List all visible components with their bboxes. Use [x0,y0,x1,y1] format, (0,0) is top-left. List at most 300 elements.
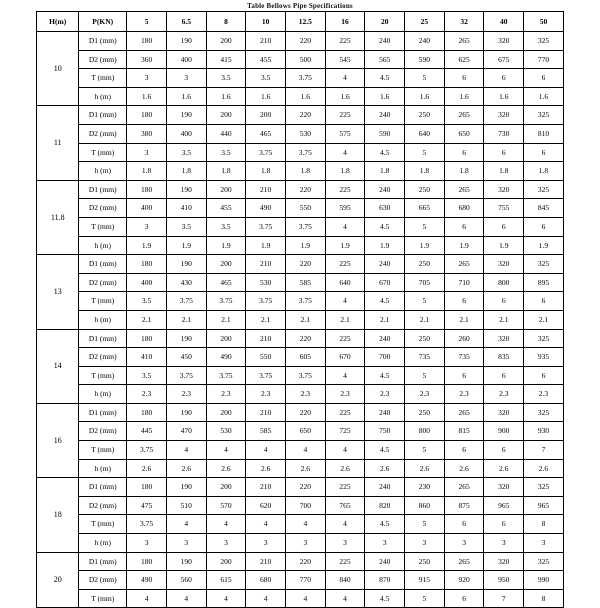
table-cell: 900 [484,422,524,441]
table-cell: 4 [206,441,246,460]
table-cell: 895 [524,273,564,292]
table-cell: 860 [405,496,445,515]
table-cell: 3.75 [246,143,286,162]
table-cell: 3 [524,534,564,553]
table-cell: 240 [365,255,405,274]
table-cell: 915 [405,571,445,590]
row-parameter-label: D1 (mm) [79,552,127,571]
table-cell: 735 [444,348,484,367]
table-cell: 2.3 [365,385,405,404]
table-header-row [37,12,564,32]
table-cell: 5 [405,217,445,236]
table-cell: 765 [325,496,365,515]
table-cell: 455 [246,50,286,69]
table-cell: 1.9 [444,236,484,255]
table-cell: 400 [166,124,206,143]
table-cell: 220 [285,32,325,51]
table-cell: 325 [524,552,564,571]
table-cell: 6 [484,515,524,534]
table-cell: 3 [166,69,206,88]
table-cell: 5 [405,589,445,608]
table-row [37,385,564,404]
table-cell: 250 [405,329,445,348]
table-cell: 3.75 [127,441,167,460]
table-cell: 400 [166,50,206,69]
table-cell: 4.5 [365,143,405,162]
column-header-pressure-40: 40 [484,12,524,32]
table-cell: 2.3 [206,385,246,404]
table-cell: 190 [166,329,206,348]
table-cell: 6 [444,366,484,385]
table-cell: 180 [127,180,167,199]
table-cell: 6 [524,292,564,311]
column-header-p: P(KN) [79,12,127,32]
table-cell: 730 [484,124,524,143]
table-cell: 4.5 [365,366,405,385]
table-cell: 490 [246,199,286,218]
table-cell: 3.75 [285,366,325,385]
table-cell: 240 [365,180,405,199]
table-cell: 1.9 [524,236,564,255]
table-cell: 8 [524,589,564,608]
column-header-pressure-6.5: 6.5 [166,12,206,32]
table-cell: 325 [524,255,564,274]
row-parameter-label: D2 (mm) [79,199,127,218]
table-cell: 3.75 [285,292,325,311]
table-cell: 560 [166,571,206,590]
table-row [37,69,564,88]
table-cell: 5 [405,69,445,88]
table-cell: 260 [444,329,484,348]
table-cell: 265 [444,403,484,422]
row-parameter-label: h (m) [79,162,127,181]
table-row [37,552,564,571]
table-cell: 7 [484,589,524,608]
table-cell: 4 [246,441,286,460]
row-parameter-label: h (m) [79,87,127,106]
table-cell: 455 [206,199,246,218]
row-group-height-label: 20 [37,552,79,608]
table-cell: 2.6 [127,459,167,478]
table-cell: 640 [325,273,365,292]
table-cell: 770 [524,50,564,69]
table-cell: 3.5 [166,143,206,162]
table-cell: 430 [166,273,206,292]
table-cell: 2.1 [444,310,484,329]
table-row [37,348,564,367]
table-cell: 1.9 [405,236,445,255]
table-cell: 1.8 [246,162,286,181]
table-cell: 4.5 [365,515,405,534]
table-cell: 6 [524,143,564,162]
table-cell: 6 [444,292,484,311]
table-row [37,87,564,106]
column-header-pressure-8: 8 [206,12,246,32]
table-cell: 950 [484,571,524,590]
table-cell: 1.6 [365,87,405,106]
table-cell: 250 [405,180,445,199]
table-row [37,571,564,590]
row-group-height-label: 14 [37,329,79,403]
table-cell: 490 [206,348,246,367]
table-row [37,441,564,460]
table-cell: 640 [405,124,445,143]
table-row [37,496,564,515]
table-cell: 220 [285,329,325,348]
table-cell: 445 [127,422,167,441]
row-group-height-label: 11.8 [37,180,79,254]
table-cell: 700 [365,348,405,367]
column-header-pressure-25: 25 [405,12,445,32]
document-title: Table Bellows Pipe Specifications [247,2,353,10]
table-row [37,50,564,69]
table-cell: 465 [206,273,246,292]
table-cell: 225 [325,180,365,199]
table-cell: 1.9 [365,236,405,255]
table-row [37,515,564,534]
row-parameter-label: T (mm) [79,441,127,460]
table-cell: 180 [127,329,167,348]
table-cell: 530 [206,422,246,441]
table-row [37,124,564,143]
table-cell: 180 [127,255,167,274]
table-cell: 3.75 [285,143,325,162]
table-cell: 4 [166,515,206,534]
row-parameter-label: D2 (mm) [79,496,127,515]
table-row [37,292,564,311]
table-cell: 190 [166,180,206,199]
table-cell: 1.8 [127,162,167,181]
table-cell: 200 [246,106,286,125]
row-parameter-label: h (m) [79,310,127,329]
table-cell: 840 [325,571,365,590]
table-cell: 210 [246,478,286,497]
table-cell: 220 [285,403,325,422]
table-cell: 755 [484,199,524,218]
table-cell: 3 [127,534,167,553]
table-cell: 670 [325,348,365,367]
table-cell: 220 [285,552,325,571]
table-cell: 585 [285,273,325,292]
table-cell: 6 [484,217,524,236]
table-row [37,589,564,608]
table-cell: 935 [524,348,564,367]
table-cell: 225 [325,478,365,497]
table-cell: 570 [206,496,246,515]
table-cell: 1.6 [444,87,484,106]
table-cell: 250 [405,106,445,125]
row-parameter-label: T (mm) [79,515,127,534]
row-parameter-label: D2 (mm) [79,571,127,590]
table-cell: 3 [127,143,167,162]
table-cell: 1.9 [285,236,325,255]
table-cell: 2.6 [444,459,484,478]
table-cell: 250 [405,403,445,422]
table-row [37,106,564,125]
table-cell: 325 [524,478,564,497]
table-cell: 3.5 [206,217,246,236]
table-cell: 820 [365,496,405,515]
table-cell: 3 [484,534,524,553]
table-cell: 735 [405,348,445,367]
table-cell: 240 [365,329,405,348]
table-cell: 410 [127,348,167,367]
row-parameter-label: D1 (mm) [79,478,127,497]
row-parameter-label: T (mm) [79,589,127,608]
table-cell: 4 [325,589,365,608]
table-cell: 530 [246,273,286,292]
column-header-pressure-20: 20 [365,12,405,32]
table-cell: 4 [285,589,325,608]
table-cell: 2.1 [484,310,524,329]
table-cell: 1.6 [127,87,167,106]
table-cell: 1.9 [325,236,365,255]
table-cell: 200 [206,106,246,125]
table-cell: 3.75 [246,217,286,236]
table-cell: 6 [484,441,524,460]
row-group-height-label: 13 [37,255,79,329]
table-cell: 190 [166,255,206,274]
row-parameter-label: D1 (mm) [79,106,127,125]
table-cell: 320 [484,552,524,571]
table-cell: 4 [166,441,206,460]
table-cell: 6 [444,217,484,236]
table-cell: 240 [365,403,405,422]
table-cell: 220 [285,106,325,125]
table-cell: 200 [206,403,246,422]
table-cell: 1.6 [246,87,286,106]
table-cell: 605 [285,348,325,367]
table-row [37,180,564,199]
table-cell: 575 [325,124,365,143]
table-cell: 240 [365,106,405,125]
table-cell: 1.8 [524,162,564,181]
table-cell: 800 [405,422,445,441]
table-cell: 2.3 [246,385,286,404]
table-cell: 250 [405,255,445,274]
table-cell: 3 [127,69,167,88]
table-cell: 1.6 [524,87,564,106]
table-cell: 2.3 [524,385,564,404]
table-cell: 565 [365,50,405,69]
table-cell: 3.5 [127,292,167,311]
table-cell: 180 [127,32,167,51]
table-cell: 3 [166,534,206,553]
table-cell: 2.1 [325,310,365,329]
table-cell: 210 [246,329,286,348]
table-row [37,255,564,274]
table-cell: 675 [484,50,524,69]
table-cell: 665 [405,199,445,218]
table-cell: 3 [405,534,445,553]
table-cell: 1.8 [285,162,325,181]
table-cell: 6 [444,589,484,608]
table-cell: 3.75 [127,515,167,534]
table-cell: 1.6 [285,87,325,106]
table-cell: 585 [246,422,286,441]
table-cell: 440 [206,124,246,143]
row-parameter-label: D2 (mm) [79,50,127,69]
row-group-height-label: 11 [37,106,79,180]
table-cell: 1.8 [206,162,246,181]
table-cell: 210 [246,255,286,274]
row-parameter-label: D1 (mm) [79,403,127,422]
table-cell: 3 [444,534,484,553]
table-row [37,273,564,292]
table-cell: 2.6 [206,459,246,478]
table-row [37,329,564,348]
table-cell: 1.9 [484,236,524,255]
table-cell: 845 [524,199,564,218]
table-cell: 1.6 [325,87,365,106]
table-cell: 410 [166,199,206,218]
table-cell: 2.6 [285,459,325,478]
table-cell: 1.6 [484,87,524,106]
table-cell: 700 [285,496,325,515]
table-cell: 1.9 [246,236,286,255]
table-cell: 325 [524,329,564,348]
row-parameter-label: D2 (mm) [79,348,127,367]
table-cell: 190 [166,403,206,422]
table-cell: 930 [524,422,564,441]
table-cell: 1.8 [484,162,524,181]
table-cell: 320 [484,478,524,497]
table-cell: 870 [365,571,405,590]
table-cell: 225 [325,552,365,571]
table-cell: 550 [246,348,286,367]
table-cell: 2.6 [325,459,365,478]
table-row [37,162,564,181]
table-cell: 210 [246,32,286,51]
table-cell: 470 [166,422,206,441]
table-cell: 190 [166,106,206,125]
table-cell: 320 [484,329,524,348]
table-cell: 210 [246,180,286,199]
table-cell: 4.5 [365,292,405,311]
table-cell: 2.1 [285,310,325,329]
table-cell: 545 [325,50,365,69]
table-cell: 3 [127,217,167,236]
table-cell: 230 [405,478,445,497]
table-row [37,236,564,255]
table-cell: 320 [484,403,524,422]
table-cell: 4 [325,292,365,311]
table-cell: 240 [365,552,405,571]
table-cell: 705 [405,273,445,292]
table-cell: 325 [524,32,564,51]
table-cell: 625 [444,50,484,69]
table-cell: 265 [444,552,484,571]
table-cell: 320 [484,180,524,199]
table-cell: 220 [285,255,325,274]
table-cell: 1.8 [166,162,206,181]
table-cell: 225 [325,255,365,274]
table-cell: 200 [206,478,246,497]
table-cell: 3.5 [206,143,246,162]
table-cell: 5 [405,143,445,162]
table-cell: 2.6 [524,459,564,478]
table-row [37,199,564,218]
table-cell: 1.9 [127,236,167,255]
table-cell: 6 [444,143,484,162]
column-header-pressure-12.5: 12.5 [285,12,325,32]
column-header-pressure-50: 50 [524,12,564,32]
table-cell: 1.9 [206,236,246,255]
table-cell: 3.75 [166,292,206,311]
row-parameter-label: T (mm) [79,217,127,236]
table-cell: 2.1 [127,310,167,329]
table-cell: 4.5 [365,441,405,460]
table-cell: 490 [127,571,167,590]
table-row [37,32,564,51]
table-cell: 4 [246,515,286,534]
table-cell: 180 [127,403,167,422]
table-cell: 810 [524,124,564,143]
row-parameter-label: D2 (mm) [79,124,127,143]
table-body [37,32,564,608]
table-cell: 1.6 [166,87,206,106]
table-cell: 550 [285,199,325,218]
table-cell: 2.3 [444,385,484,404]
table-cell: 3 [365,534,405,553]
table-cell: 1.6 [206,87,246,106]
table-cell: 530 [285,124,325,143]
table-cell: 320 [484,255,524,274]
table-cell: 4 [127,589,167,608]
table-header [37,12,564,32]
table-cell: 475 [127,496,167,515]
table-cell: 615 [206,571,246,590]
table-cell: 200 [206,552,246,571]
table-cell: 965 [524,496,564,515]
table-cell: 2.1 [166,310,206,329]
table-cell: 1.6 [405,87,445,106]
table-cell: 590 [405,50,445,69]
table-cell: 4.5 [365,589,405,608]
table-cell: 240 [405,32,445,51]
table-row [37,534,564,553]
table-cell: 1.9 [166,236,206,255]
table-cell: 190 [166,32,206,51]
table-cell: 6 [524,217,564,236]
table-row [37,366,564,385]
table-cell: 6 [444,515,484,534]
table-cell: 4 [325,515,365,534]
table-cell: 620 [246,496,286,515]
row-group-height-label: 16 [37,403,79,477]
table-cell: 650 [285,422,325,441]
table-cell: 2.1 [524,310,564,329]
table-cell: 1.8 [405,162,445,181]
table-cell: 5 [405,366,445,385]
table-cell: 3 [325,534,365,553]
table-cell: 965 [484,496,524,515]
table-cell: 6 [524,366,564,385]
row-parameter-label: h (m) [79,534,127,553]
table-cell: 450 [166,348,206,367]
table-cell: 200 [206,329,246,348]
table-cell: 2.1 [365,310,405,329]
table-cell: 3.75 [166,366,206,385]
table-cell: 3.75 [285,69,325,88]
table-cell: 4 [325,217,365,236]
table-cell: 2.3 [285,385,325,404]
table-cell: 4 [325,366,365,385]
table-cell: 320 [484,32,524,51]
table-cell: 4 [246,589,286,608]
table-cell: 3 [246,534,286,553]
table-cell: 2.3 [405,385,445,404]
